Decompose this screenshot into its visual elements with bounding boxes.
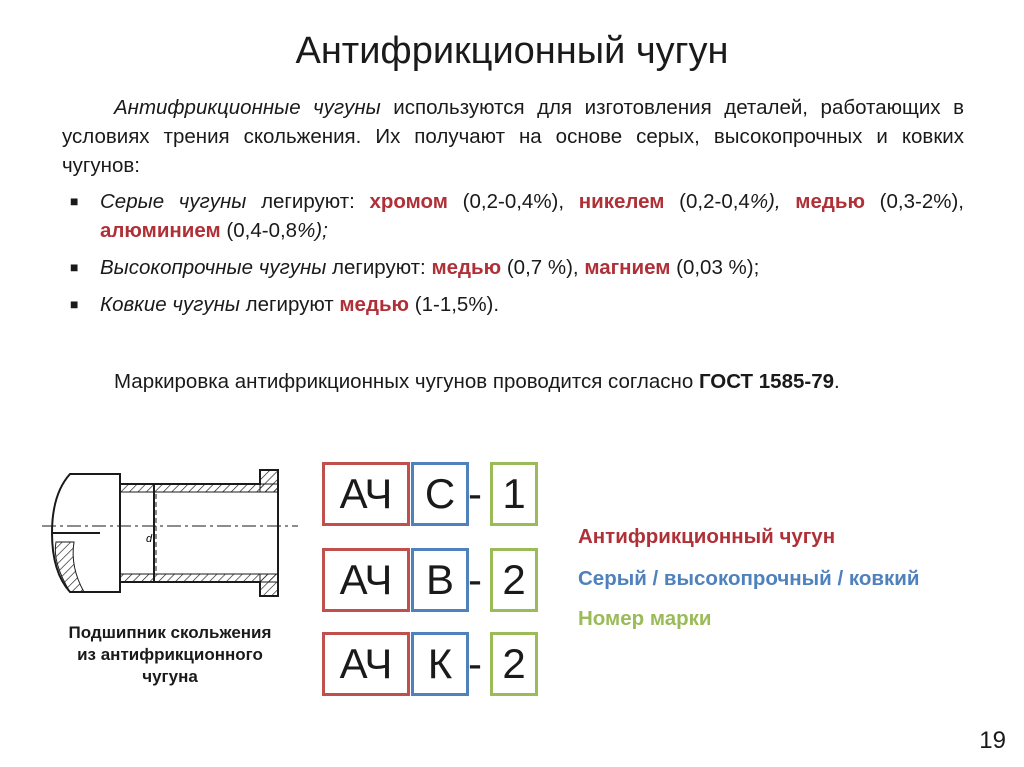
intro-paragraph [62, 93, 964, 180]
prefix-box: АЧ [322, 548, 410, 612]
grade-dash: - [468, 640, 482, 687]
number-box: 2 [490, 632, 538, 696]
bullet-square-icon: ■ [70, 296, 79, 312]
grade-dash: - [468, 470, 482, 517]
type-box: С [411, 462, 469, 526]
prefix-box: АЧ [322, 632, 410, 696]
figure-caption: Подшипник скольжения из антифрикционного чугуна [68, 623, 272, 686]
legend-type: Серый / высокопрочный / ковкий [578, 567, 920, 590]
intro-text: используются для изготовления деталей, работающих в условиях трения скольжения. Их получают на основе серых, высокопрочных и ковких чугунов: [62, 96, 964, 177]
number-box: 1 [490, 462, 538, 526]
diameter-label: d [146, 533, 153, 545]
list-item-grey: ■ Серые чугуны легируют: хромом (0,2-0,4%), никелем (0,2-0,4%), медью (0,3-2%), алюминием (0,4-0,8%); [70, 187, 964, 245]
marking-paragraph: Маркировка антифрикционных чугунов проводится согласно ГОСТ 1585-79. [114, 370, 840, 393]
bullet-square-icon: ■ [70, 259, 79, 275]
gost-standard: ГОСТ 1585-79 [698, 370, 834, 393]
legend-prefix: Антифрикционный чугун [578, 525, 836, 548]
list-item-high-strength: ■ Высокопрочные чугуны легируют: медью (0,7 %), магнием (0,03 %); [70, 253, 964, 282]
prefix-box: АЧ [322, 462, 410, 526]
list-item-malleable: ■ Ковкие чугуны легируют медью (1-1,5%). [70, 290, 964, 319]
number-box: 2 [490, 548, 538, 612]
type-box: В [411, 548, 469, 612]
type-box: К [411, 632, 469, 696]
legend-number: Номер марки [578, 607, 712, 630]
intro-term: Антифрикционные чугуны [114, 96, 381, 119]
bullet-square-icon: ■ [70, 193, 79, 209]
alloying-list [70, 187, 964, 327]
grade-dash: - [468, 556, 482, 603]
page-number: 19 [979, 727, 1006, 754]
slide-title: Антифрикционный чугун [295, 30, 729, 72]
bearing-drawing [40, 462, 302, 604]
